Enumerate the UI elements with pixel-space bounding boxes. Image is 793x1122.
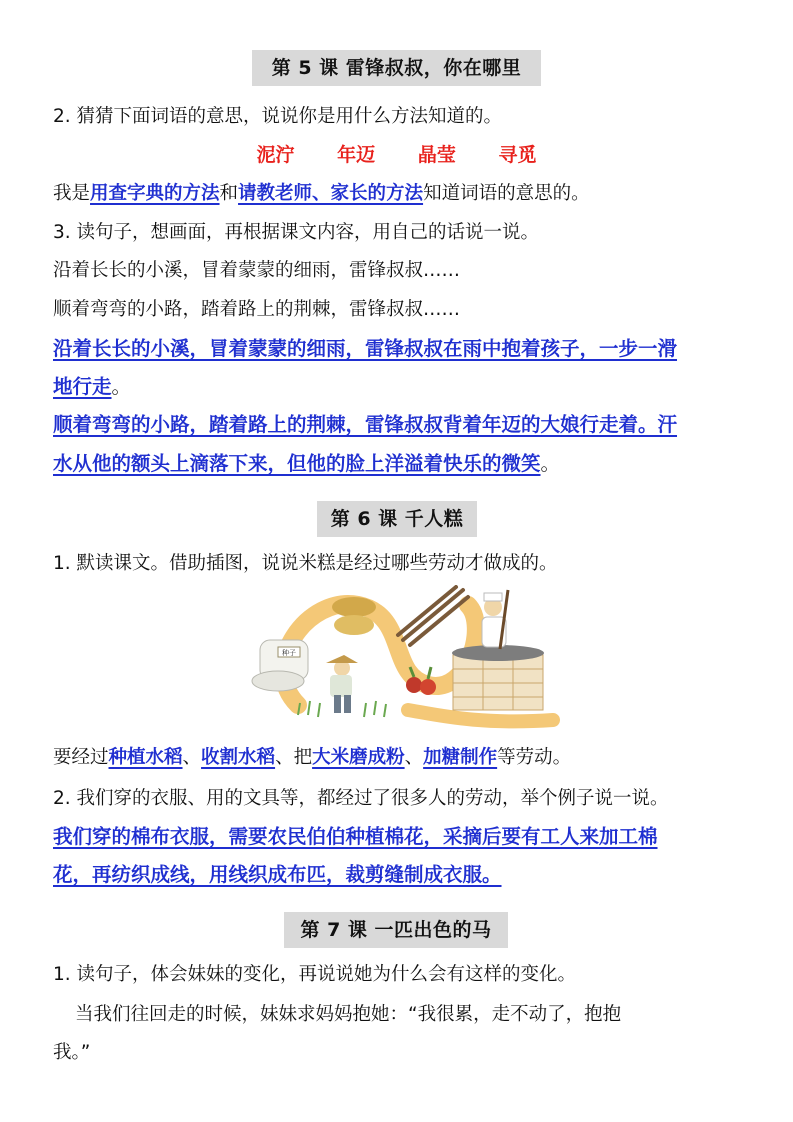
lesson-5-answer-3-line-2: 地行走。 <box>53 375 132 398</box>
lesson-5-question-2: 2. 猜猜下面词语的意思，说说你是用什么方法知道的。 <box>53 106 503 127</box>
lesson-7-sentence-line-2: 我。” <box>53 1042 91 1063</box>
lesson-5-answer-3-line-4: 水从他的额头上滴落下来，但他的脸上洋溢着快乐的微笑。 <box>53 452 561 475</box>
word-3: 晶莹 <box>417 144 456 166</box>
lesson-6-answer-2-line-1: 我们穿的棉布衣服，需要农民伯伯种植棉花，采摘后要有工人来加工棉 <box>53 825 658 848</box>
lesson-5-question-3: 3. 读句子，想画面，再根据课文内容，用自己的话说一说。 <box>53 222 540 243</box>
answer-plant-rice: 种植水稻 <box>108 747 183 768</box>
lesson-5-sentence-1: 沿着长长的小溪，冒着蒙蒙的细雨，雷锋叔叔…… <box>53 260 461 281</box>
lesson-5-answer-3-line-1: 沿着长长的小溪，冒着蒙蒙的细雨，雷锋叔叔在雨中抱着孩子，一步一滑 <box>53 337 678 360</box>
vocabulary-words <box>0 142 793 168</box>
answer-harvest-rice: 收割水稻 <box>201 747 276 768</box>
answer-add-sugar: 加糖制作 <box>423 747 498 768</box>
lesson-6-answer-2-line-2: 花，再纺织成线，用线织成布匹，裁剪缝制成衣服。 <box>53 863 502 886</box>
lesson-5-answer-2: 我是用查字典的方法和请教老师、家长的方法知道词语的意思的。 <box>53 183 590 204</box>
lesson-7-sentence-line-1: 当我们往回走的时候，妹妹求妈妈抱她：“我很累，走不动了，抱抱 <box>75 1004 622 1025</box>
word-1: 泥泞 <box>256 144 295 166</box>
rice-cake-labor-illustration <box>238 585 563 730</box>
word-2: 年迈 <box>337 144 376 166</box>
word-4: 寻觅 <box>498 144 537 166</box>
answer-grind-rice: 大米磨成粉 <box>312 747 405 768</box>
lesson-5-sentence-2: 顺着弯弯的小路，踏着路上的荆棘，雷锋叔叔…… <box>53 299 461 320</box>
lesson-7-question-1: 1. 读句子，体会妹妹的变化，再说说她为什么会有这样的变化。 <box>53 964 577 985</box>
lesson-7-heading: 第 7 课 一匹出色的马 <box>284 912 508 948</box>
lesson-6-answer-1: 要经过种植水稻、收割水稻、把大米磨成粉、加糖制作等劳动。 <box>53 747 572 768</box>
answer-dictionary: 用查字典的方法 <box>90 183 220 204</box>
answer-ask-teacher: 请教老师、家长的方法 <box>238 183 424 204</box>
lesson-6-question-1: 1. 默读课文。借助插图，说说米糕是经过哪些劳动才做成的。 <box>53 553 558 574</box>
seed-sack-label: 种子 <box>282 649 296 657</box>
lesson-6-heading: 第 6 课 千人糕 <box>317 501 477 537</box>
lesson-6-question-2: 2. 我们穿的衣服、用的文具等，都经过了很多人的劳动，举个例子说一说。 <box>53 788 669 809</box>
lesson-5-answer-3-line-3: 顺着弯弯的小路，踏着路上的荆棘，雷锋叔叔背着年迈的大娘行走着。汗 <box>53 413 678 436</box>
lesson-5-heading: 第 5 课 雷锋叔叔，你在哪里 <box>252 50 541 86</box>
